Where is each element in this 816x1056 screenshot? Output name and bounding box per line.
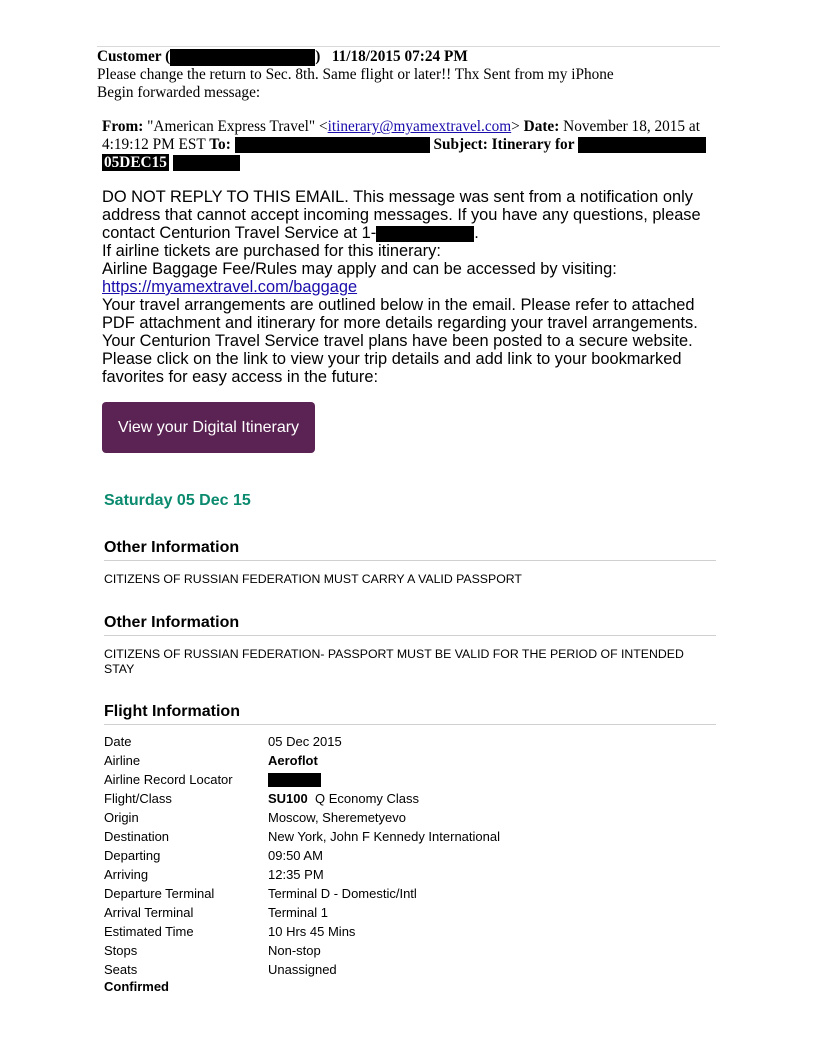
other-information-section-1 <box>104 538 716 587</box>
row-label: Arriving <box>104 867 149 882</box>
forward-note: Begin forwarded message: <box>97 84 261 101</box>
table-row <box>104 751 500 770</box>
row-value: 10 Hrs 45 Mins <box>268 924 356 939</box>
table-row <box>104 770 500 789</box>
baggage-link[interactable]: https://myamextravel.com/baggage <box>102 278 358 296</box>
sender-suffix: ) <box>315 48 321 65</box>
sender-line <box>97 48 737 66</box>
row-value: 05 Dec 2015 <box>268 734 342 749</box>
booking-status: Confirmed <box>104 979 169 994</box>
row-label: Departure Terminal <box>104 886 215 901</box>
row-value: Moscow, Sheremetyevo <box>268 810 407 825</box>
forwarded-header <box>102 118 722 172</box>
row-value: 09:50 AM <box>268 848 323 863</box>
sent-datetime: 11/18/2015 07:24 PM <box>331 48 468 65</box>
redacted-phone <box>376 226 474 242</box>
row-label: Destination <box>104 829 170 844</box>
row-value: New York, John F Kennedy International <box>268 829 500 844</box>
row-label: Estimated Time <box>104 924 194 939</box>
row-label: Airline <box>104 753 141 768</box>
sender-prefix: Customer ( <box>97 48 171 65</box>
from-name: "American Express Travel" < <box>147 118 328 135</box>
no-reply-notice <box>102 188 722 242</box>
redacted-subject-tail <box>173 155 240 171</box>
table-row <box>104 808 500 827</box>
date-value: November 18, 2015 at 4:19:12 PM EST <box>102 118 700 153</box>
table-row <box>104 827 500 846</box>
subject-date: 05DEC15 <box>104 154 167 171</box>
table-row <box>104 846 500 865</box>
row-label: Stops <box>104 943 138 958</box>
date-label: Date: <box>523 118 560 135</box>
table-row <box>104 732 500 751</box>
flight-number: SU100 <box>268 791 308 806</box>
section-title: Other Information <box>104 538 716 561</box>
row-label: Seats <box>104 962 138 977</box>
row-value: Terminal 1 <box>268 905 328 920</box>
no-reply-end: . <box>474 224 479 242</box>
redacted-subject-name <box>578 137 706 153</box>
row-label: Departing <box>104 848 161 863</box>
row-value: Unassigned <box>268 962 337 977</box>
other-information-section-2 <box>104 613 716 677</box>
row-label: Date <box>104 734 132 749</box>
table-row <box>104 903 500 922</box>
row-value <box>268 770 500 789</box>
flight-class: Q Economy Class <box>314 791 420 806</box>
redacted-record-locator <box>268 773 321 787</box>
from-email-link[interactable]: itinerary@myamextravel.com <box>327 118 512 135</box>
section-text: CITIZENS OF RUSSIAN FEDERATION- PASSPORT MUST BE VALID FOR THE PERIOD OF INTENDED STAY <box>104 647 684 676</box>
header-rule <box>97 46 720 47</box>
row-value: 12:35 PM <box>268 867 324 882</box>
row-label: Flight/Class <box>104 791 172 806</box>
table-row <box>104 922 500 941</box>
email-header <box>97 48 737 102</box>
section-title: Other Information <box>104 613 716 636</box>
section-title: Flight Information <box>104 702 716 725</box>
row-value <box>268 789 500 808</box>
baggage-note: Airline Baggage Fee/Rules may apply and can be accessed by visiting: <box>102 260 617 278</box>
flight-information-section <box>104 702 716 725</box>
customer-message: Please change the return to Sec. 8th. Same flight or later!! Thx Sent from my iPhone <box>97 66 614 83</box>
tickets-note: If airline tickets are purchased for this itinerary: <box>102 242 441 260</box>
redacted-sender <box>170 49 315 66</box>
table-row <box>104 941 500 960</box>
to-label: To: <box>209 136 231 153</box>
email-body <box>102 188 722 386</box>
no-reply-text: DO NOT REPLY TO THIS EMAIL. This message was sent from a notification only address that cannot accept incoming messages. If you have any questions, please contact Centurion Travel Service at 1- <box>102 188 701 242</box>
date-heading: Saturday 05 Dec 15 <box>104 492 251 509</box>
from-close: > <box>511 118 520 135</box>
row-label: Origin <box>104 810 139 825</box>
section-text: CITIZENS OF RUSSIAN FEDERATION MUST CARRY A VALID PASSPORT <box>104 572 522 586</box>
view-itinerary-button[interactable]: View your Digital Itinerary <box>102 402 315 453</box>
table-row <box>104 865 500 884</box>
from-label: From: <box>102 118 144 135</box>
table-row <box>104 884 500 903</box>
table-row <box>104 789 500 808</box>
table-row <box>104 960 500 979</box>
arrangements-text: Your travel arrangements are outlined below in the email. Please refer to attached PDF attachment and itinerary for more details regarding your travel arrangements. Your Centurion Travel Service travel plans have been posted to a secure website. Please click on the link to view your trip details and add link to your bookmarked favorites for easy access in the future: <box>102 296 698 386</box>
row-label: Airline Record Locator <box>104 772 233 787</box>
row-value: Terminal D - Domestic/Intl <box>268 886 417 901</box>
redacted-recipient <box>235 137 430 153</box>
subject-label: Subject: Itinerary for <box>433 136 575 153</box>
flight-table <box>104 732 500 979</box>
row-value: Non-stop <box>268 943 321 958</box>
row-value: Aeroflot <box>268 753 318 768</box>
row-label: Arrival Terminal <box>104 905 194 920</box>
